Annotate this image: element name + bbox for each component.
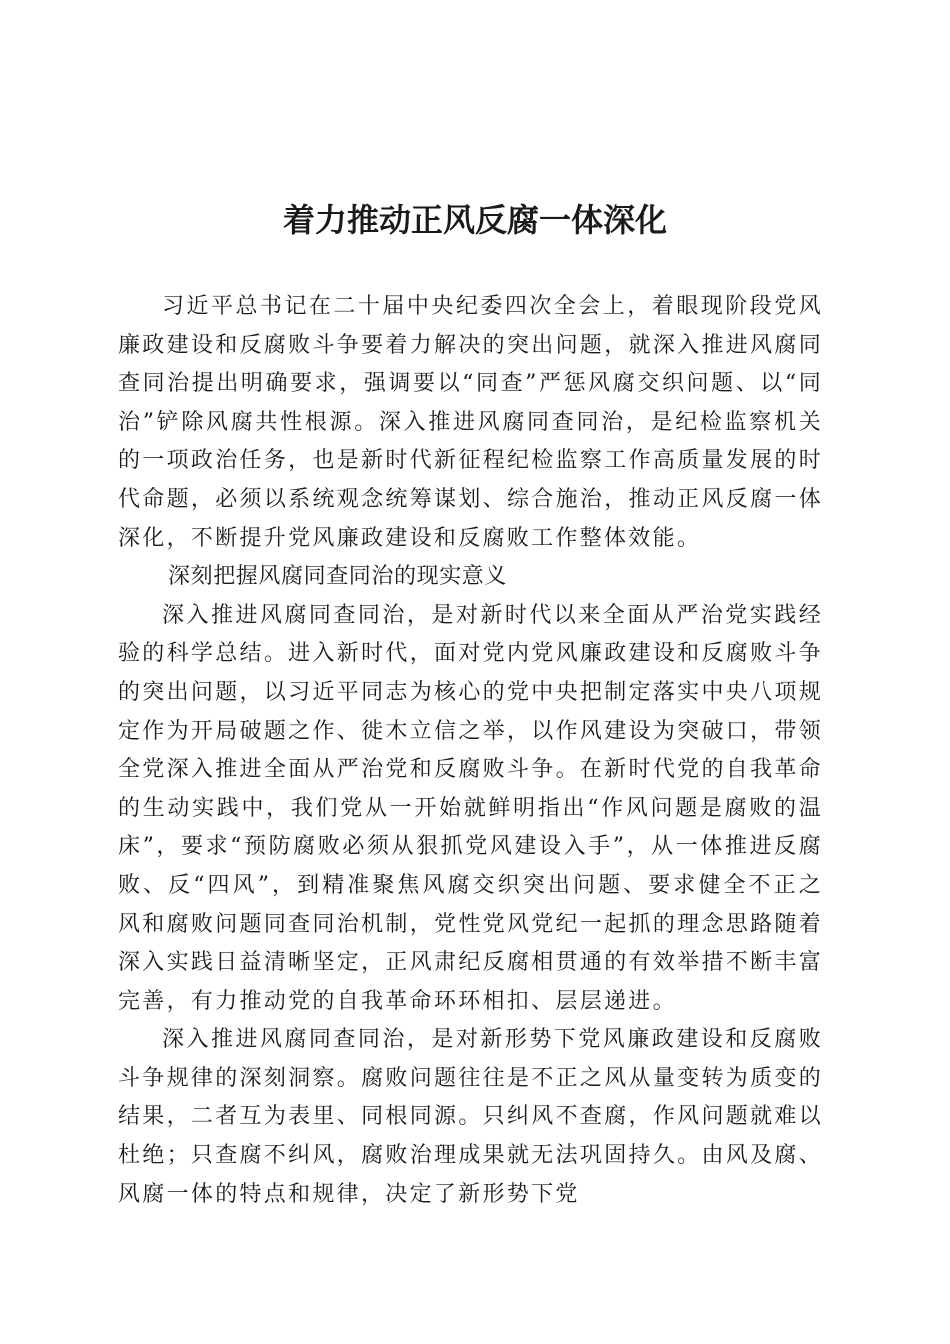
document-body xyxy=(118,288,823,1214)
intro-paragraph: 习近平总书记在二十届中央纪委四次全会上，着眼现阶段党风廉政建设和反腐败斗争要着力解决的突出问题，就深入推进风腐同查同治提出明确要求，强调要以“同查”严惩风腐交织问题、以“同治”铲除风腐共性根源。深入推进风腐同查同治，是纪检监察机关的一项政治任务，也是新时代新征程纪检监察工作高质量发展的时代命题，必须以系统观念统筹谋划、综合施治，推动正风反腐一体深化，不断提升党风廉政建设和反腐败工作整体效能。 xyxy=(118,294,823,551)
section-paragraph-2: 深入推进风腐同查同治，是对新形势下党风廉政建设和反腐败斗争规律的深刻洞察。腐败问题往往是不正之风从量变转为质变的结果，二者互为表里、同根同源。只纠风不查腐，作风问题就难以杜绝；只查腐不纠风，腐败治理成果就无法巩固持久。由风及腐、风腐一体的特点和规律，决定了新形势下党 xyxy=(118,1027,823,1207)
section-paragraph-1: 深入推进风腐同查同治，是对新时代以来全面从严治党实践经验的科学总结。进入新时代，面对党内党风廉政建设和反腐败斗争的突出问题，以习近平同志为核心的党中央把制定落实中央八项规定作为开局破题之作、徙木立信之举，以作风建设为突破口，带领全党深入推进全面从严治党和反腐败斗争。在新时代党的自我革命的生动实践中，我们党从一开始就鲜明指出“作风问题是腐败的温床”，要求“预防腐败必须从狠抓党风建设入手”，从一体推进反腐败、反“四风”，到精准聚焦风腐交织突出问题、要求健全不正之风和腐败问题同查同治机制，党性党风党纪一起抓的理念思路随着深入实践日益清晰坚定，正风肃纪反腐相贯通的有效举措不断丰富完善，有力推动党的自我革命环环相扣、层层递进。 xyxy=(118,602,823,1014)
section-heading: 深刻把握风腐同查同治的现实意义 xyxy=(168,564,508,590)
document-title: 着力推动正风反腐一体深化 xyxy=(282,201,667,239)
